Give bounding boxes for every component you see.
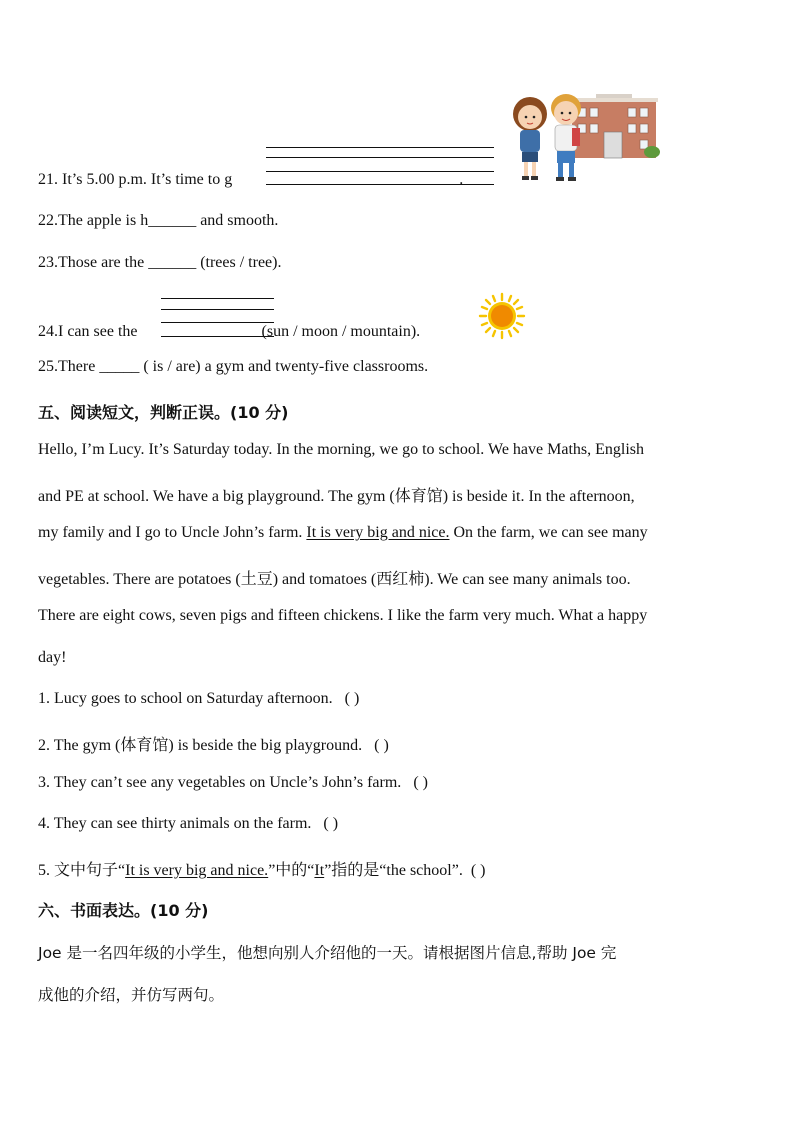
tf-question-3: 3. They can’t see any vegetables on Uncle’s John’s farm. ( ) [38, 774, 428, 791]
answer-blank[interactable]: ______ [148, 212, 197, 229]
passage-line: There are eight cows, seven pigs and fifteen chickens. I like the farm very much. What a happy [38, 607, 648, 624]
answer-bracket[interactable]: ( ) [413, 774, 428, 791]
passage-line: and PE at school. We have a big playground. The gym (体育馆) is beside it. In the afternoon, [38, 488, 635, 505]
answer-bracket[interactable]: ( ) [374, 737, 389, 754]
question-24: 24.I can see the (sun / moon / mountain). [38, 323, 421, 340]
handwriting-line [161, 298, 274, 299]
quoted-sentence: It is very big and nice. [125, 862, 269, 879]
school-kids-illustration [500, 88, 662, 188]
question-23: 23.Those are the ______ (trees / tree). [38, 254, 282, 271]
section-6-title: 六、书面表达。(10 分) [38, 901, 209, 920]
tf-question-5: 5. 文中句子“It is very big and nice.”中的“It”指的是“the school”. ( ) [38, 862, 486, 879]
answer-bracket[interactable]: ( ) [323, 815, 339, 832]
sun-icon [478, 292, 526, 340]
answer-blank[interactable]: ______ [148, 254, 197, 271]
quoted-word: It [314, 862, 325, 879]
passage-line: Hello, I’m Lucy. It’s Saturday today. In the morning, we go to school. We have Maths, English [38, 441, 645, 458]
section-5-title: 五、阅读短文，判断正误。(10 分) [38, 403, 289, 422]
handwriting-line [161, 309, 274, 310]
answer-bracket[interactable]: ( ) [470, 862, 486, 879]
underlined-sentence: It is very big and nice. [306, 524, 450, 541]
tf-question-2: 2. The gym (体育馆) is beside the big playground. ( ) [38, 737, 389, 754]
question-22: 22.The apple is h______ and smooth. [38, 212, 279, 229]
passage-line: vegetables. There are potatoes (土豆) and tomatoes (西红柿). We can see many animals too. [38, 571, 631, 588]
writing-prompt-line: 成他的介绍，并仿写两句。 [38, 986, 225, 1004]
question-25: 25.There _____ ( is / are) a gym and twenty-five classrooms. [38, 358, 429, 375]
handwriting-line [266, 147, 494, 148]
question-21: 21. It’s 5.00 p.m. It’s time to g . [38, 171, 464, 188]
answer-blank[interactable]: _____ [99, 358, 140, 375]
passage-line: day! [38, 649, 67, 666]
tf-question-1: 1. Lucy goes to school on Saturday afternoon. ( ) [38, 690, 360, 707]
answer-bracket[interactable]: ( ) [344, 690, 360, 707]
passage-line: my family and I go to Uncle John’s farm. It is very big and nice. On the farm, we can see many [38, 524, 648, 541]
handwriting-line [266, 157, 494, 158]
tf-question-4: 4. They can see thirty animals on the farm. ( ) [38, 815, 339, 832]
writing-prompt-line: Joe 是一名四年级的小学生，他想向别人介绍他的一天。请根据图片信息,帮助 Joe 完 [38, 944, 617, 962]
